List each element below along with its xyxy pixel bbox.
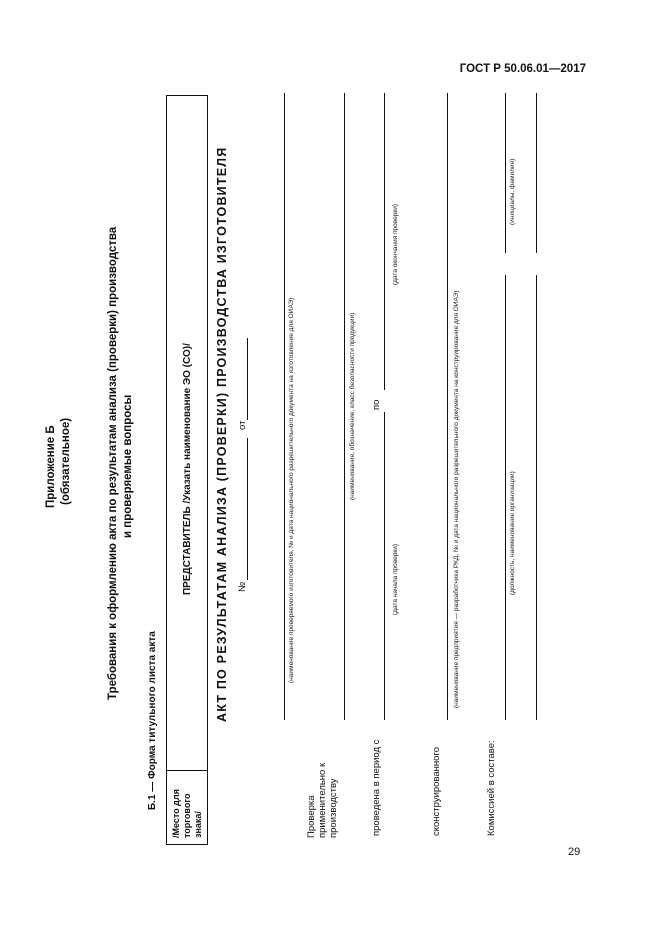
end-date-field[interactable] [384, 93, 385, 390]
trademark-box-divider [166, 770, 208, 771]
initials-field-1[interactable] [505, 93, 506, 253]
date-label: от [237, 420, 248, 430]
position-field-1[interactable] [505, 275, 506, 720]
period-label: проведена в период с [371, 739, 382, 836]
hint-end: (дата окончания проверки) [392, 203, 399, 285]
section-title-line2: и проверяемые вопросы [122, 394, 134, 538]
designer-field[interactable] [447, 93, 448, 720]
period-to-label: по [371, 399, 382, 410]
number-label: № [237, 581, 248, 592]
appendix-title: Приложение Б [45, 425, 57, 508]
page-number: 29 [568, 846, 581, 858]
check-label: Проверка применительно к производству [306, 762, 339, 838]
manufacturer-field[interactable] [284, 93, 285, 720]
start-date-field[interactable] [384, 412, 385, 720]
figure-caption: Б.1 — Форма титульного листа акта [147, 631, 158, 810]
trademark-box: /Место для торгового знака/ [171, 789, 203, 838]
hint-position: (должность, наименование организации) [509, 471, 516, 595]
hint-designer: (наименование предприятия — разработчика РКД, № и дата национального разрешительного документа на конструирование для ОИАЭ) [453, 290, 460, 708]
initials-field-2[interactable] [536, 93, 537, 253]
hint-initials: (инициалы, фамилия) [509, 158, 516, 225]
designed-label: сконструированного [431, 747, 442, 836]
hint-product: (наименование, обозначение, класс безопасности продукции) [349, 312, 356, 500]
date-field[interactable] [247, 338, 248, 420]
position-field-2[interactable] [536, 275, 537, 720]
standard-code: ГОСТ Р 50.06.01—2017 [459, 63, 586, 75]
hint-start: (дата начала проверки) [392, 543, 399, 615]
representative-text: ПРЕДСТАВИТЕЛЬ /Указать наименование ЭО (СО)/ [182, 343, 193, 595]
commission-label: Комиссией в составе: [486, 740, 497, 836]
product-field[interactable] [344, 93, 345, 720]
number-field[interactable] [247, 438, 248, 580]
appendix-status: (обязательное) [60, 417, 72, 505]
act-title: АКТ ПО РЕЗУЛЬТАТАМ АНАЛИЗА (ПРОВЕРКИ) ПРОИЗВОДСТВА ИЗГОТОВИТЕЛЯ [215, 146, 229, 722]
hint-manufacturer: (наименование проверяемого изготовителя, № и дата национального разрешительного документа на изготовление для ОИАЭ) [288, 297, 295, 683]
section-title-line1: Требования к оформлению акта по результатам анализа (проверки) производства [107, 226, 119, 700]
